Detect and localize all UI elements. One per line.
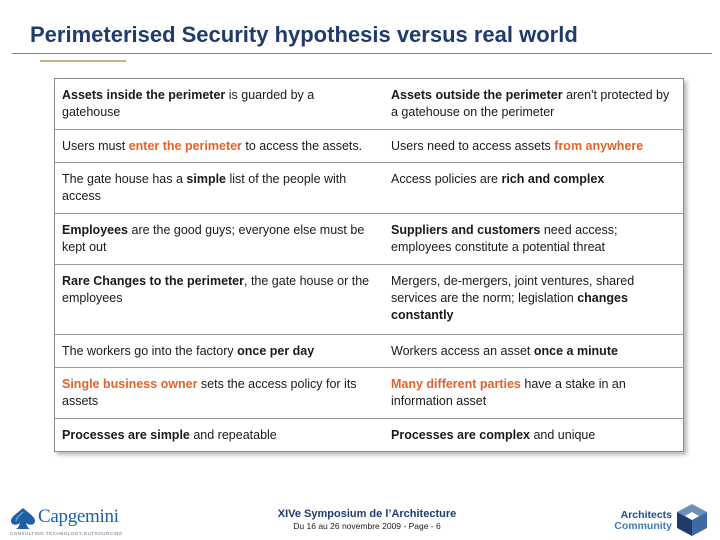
emphasized-text: once a minute — [533, 344, 618, 359]
cube-icon — [674, 502, 710, 538]
real-world-cell — [384, 130, 683, 163]
cell-text: and unique — [529, 428, 596, 443]
emphasized-text: Assets outside the perimeter — [391, 88, 563, 102]
perimeter-hypothesis-cell — [55, 162, 384, 213]
real-world-cell — [384, 162, 683, 213]
emphasized-text: Processes are complex — [391, 428, 530, 443]
emphasized-text: Rare Changes to the perimeter — [62, 274, 244, 289]
capgemini-wordmark: Capgemini — [38, 506, 119, 527]
real-world-cell — [384, 419, 683, 451]
cell-text: sets the access policy for its assets — [62, 377, 357, 408]
architects-community-logo — [594, 502, 712, 538]
perimeter-hypothesis-cell — [55, 130, 384, 163]
architects-community-wordmark — [596, 510, 672, 532]
table-row — [55, 214, 683, 265]
real-world-cell — [384, 79, 683, 130]
perimeter-hypothesis-cell — [55, 368, 384, 419]
comparison-table — [54, 78, 684, 452]
real-world-cell — [384, 214, 683, 265]
title-accent-line — [40, 60, 126, 62]
perimeter-hypothesis-cell — [55, 214, 384, 265]
cell-text: to access the assets. — [241, 139, 363, 154]
cell-text: Mergers, de-mergers, joint ventures, shared services are the norm; legislation — [391, 274, 635, 306]
real-world-cell — [384, 335, 683, 368]
emphasized-text: Processes are simple — [62, 428, 190, 443]
cell-text: The workers go into the factory — [62, 344, 238, 359]
emphasized-text: rich and complex — [501, 171, 605, 186]
architects-label: Architects — [620, 509, 672, 521]
table-row — [55, 335, 683, 368]
cell-text: have a stake in an information asset — [391, 377, 626, 408]
perimeter-hypothesis-cell — [55, 265, 384, 335]
cell-text: aren't protected by a gatehouse on the perimeter — [391, 88, 670, 119]
emphasized-text: Assets inside the perimeter — [62, 88, 226, 102]
footer-title: XIVe Symposium de l’Architecture — [277, 508, 457, 520]
real-world-cell — [384, 368, 683, 419]
table-row — [55, 162, 683, 213]
cell-text: need access; employees constitute a potential threat — [391, 223, 618, 255]
perimeter-hypothesis-cell — [55, 419, 384, 451]
table-row — [55, 419, 683, 451]
table-row — [55, 130, 683, 163]
cell-text: is guarded by a gatehouse — [62, 88, 315, 119]
emphasized-text: once per day — [237, 344, 315, 359]
cell-text: Workers access an asset — [391, 344, 534, 359]
cell-text: Users need to access assets — [391, 139, 555, 154]
emphasized-text: changes constantly — [391, 291, 628, 323]
table-row — [55, 368, 683, 419]
emphasized-text: simple — [186, 171, 227, 186]
cell-text: and repeatable — [189, 428, 277, 443]
title-divider — [12, 53, 712, 54]
table-row — [55, 265, 683, 335]
perimeter-hypothesis-cell — [55, 335, 384, 368]
cell-text: Access policies are — [391, 171, 502, 186]
capgemini-logo — [8, 506, 138, 536]
footer — [252, 508, 482, 532]
cell-text: list of the people with access — [62, 171, 347, 203]
perimeter-hypothesis-cell — [55, 79, 384, 130]
slide-title: Perimeterised Security hypothesis versus real world — [30, 22, 578, 47]
emphasized-text: Suppliers and customers — [391, 223, 541, 238]
emphasized-text: from anywhere — [554, 139, 644, 154]
footer-subtitle: Du 16 au 26 novembre 2009 - Page - 6 — [293, 521, 441, 531]
emphasized-text: Many different parties — [391, 377, 521, 391]
real-world-cell — [384, 265, 683, 335]
emphasized-text: enter the perimeter — [128, 139, 242, 154]
capgemini-tagline: CONSULTING.TECHNOLOGY.OUTSOURCING — [10, 531, 123, 536]
cell-text: Users must — [62, 139, 129, 154]
capgemini-spade-icon — [8, 506, 38, 530]
cell-text: The gate house has a — [62, 171, 187, 186]
cell-text: , the gate house or the employees — [62, 274, 370, 306]
emphasized-text: Employees — [62, 223, 129, 238]
table-row — [55, 79, 683, 130]
community-label: Community — [614, 520, 672, 532]
cell-text: are the good guys; everyone else must be kept out — [62, 223, 365, 255]
emphasized-text: Single business owner — [62, 377, 198, 391]
